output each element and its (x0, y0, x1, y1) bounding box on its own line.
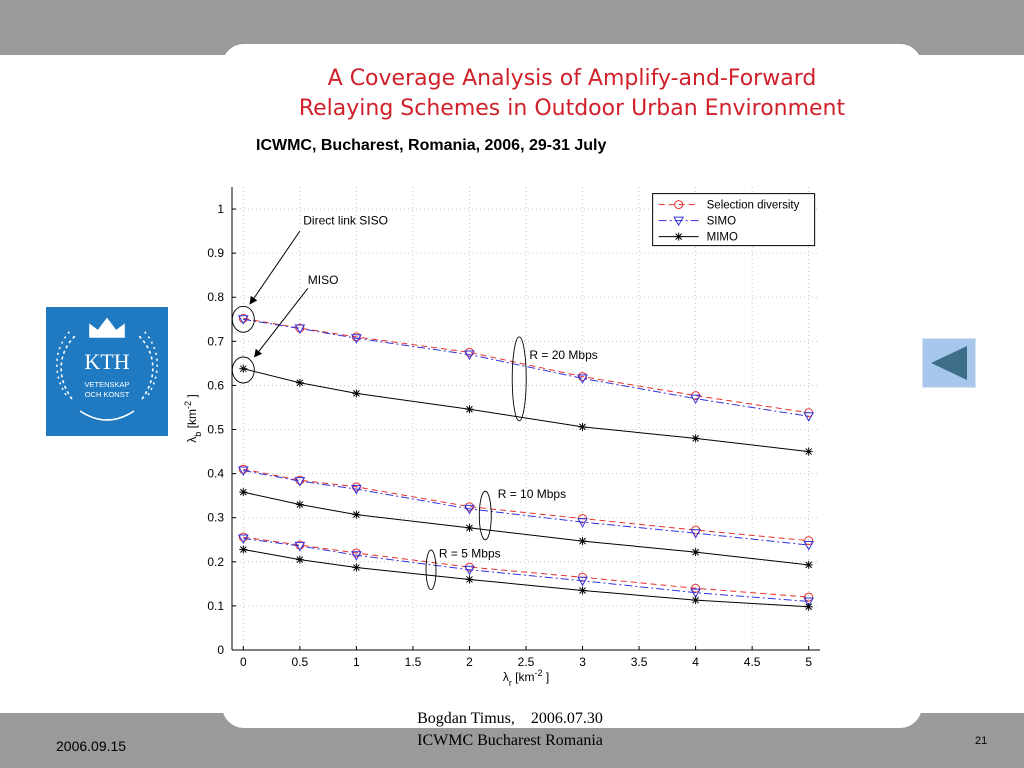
title-line-2: Relaying Schemes in Outdoor Urban Environment (298, 96, 846, 121)
x-axis-label-part: λ (502, 670, 509, 684)
data-point-mimo (352, 564, 360, 572)
group-label: R = 10 Mbps (497, 486, 567, 501)
kth-logo-text: KTH (84, 349, 130, 374)
footer-center (360, 708, 660, 752)
data-point-mimo (465, 575, 473, 583)
data-point-mimo (465, 405, 473, 413)
data-point-mimo (692, 434, 700, 442)
x-tick-label: 2 (466, 655, 473, 669)
y-axis-label-part: ] (185, 394, 199, 401)
kth-logo-line1: VETENSKAP (84, 380, 130, 389)
footer-venue: ICWMC Bucharest Romania (417, 732, 603, 749)
y-tick-label: 0.8 (207, 290, 224, 305)
group-label: R = 20 Mbps (529, 347, 598, 362)
data-point-mimo (465, 524, 473, 532)
x-tick-label: 3.5 (630, 655, 648, 669)
x-tick-label: 4 (692, 655, 699, 669)
footer-author: Bogdan Timus, 2006.07.30 (417, 710, 603, 727)
x-tick-label: 0 (239, 655, 247, 669)
back-button[interactable] (922, 338, 976, 388)
x-tick-label: 3 (579, 655, 586, 669)
data-point-mimo (239, 545, 247, 553)
x-axis-label-part: -2 (534, 668, 543, 678)
data-point-mimo (692, 596, 700, 604)
x-axis-label (503, 668, 549, 688)
y-tick-label: 0.7 (207, 334, 224, 349)
x-tick-label: 0.5 (291, 655, 309, 669)
x-tick-label: 1.5 (404, 655, 422, 669)
data-point-mimo (352, 389, 360, 397)
coverage-chart (180, 180, 840, 690)
data-point-mimo (579, 586, 587, 594)
data-point-mimo (296, 379, 304, 387)
y-tick-label: 0.6 (207, 378, 224, 393)
x-axis-label-part: ] (542, 670, 550, 684)
y-axis-label-part: b (193, 431, 203, 437)
y-tick-label: 0.1 (207, 598, 224, 613)
kth-logo (46, 307, 168, 436)
group-ellipse (426, 550, 436, 590)
title-line-1: A Coverage Analysis of Amplify-and-Forward (327, 66, 817, 91)
legend-label: SIMO (706, 215, 737, 228)
x-axis-label-part: r (508, 678, 512, 688)
y-tick-label: 1 (217, 202, 224, 217)
x-tick-label: 5 (805, 655, 813, 669)
annotation-miso: MISO (307, 273, 339, 288)
legend-marker (675, 233, 683, 241)
x-tick-label: 1 (353, 655, 360, 669)
group-ellipse (512, 337, 526, 421)
kth-logo-line2: OCH KONST (84, 390, 130, 399)
data-point-mimo (296, 500, 304, 508)
data-point-mimo (805, 603, 813, 611)
slide-subtitle: ICWMC, Bucharest, Romania, 2006, 29-31 July (256, 137, 607, 154)
page-number: 21 (975, 735, 988, 747)
group-label: R = 5 Mbps (438, 546, 501, 561)
annotation-arrow-siso (250, 231, 300, 304)
data-point-mimo (352, 511, 360, 519)
annotation-siso: Direct link SISO (303, 213, 388, 228)
data-point-mimo (579, 537, 587, 545)
y-axis-label-part: λ (185, 436, 199, 443)
y-tick-label: 0.4 (207, 466, 224, 481)
y-tick-label: 0.9 (207, 246, 224, 261)
x-tick-label: 4.5 (743, 655, 761, 669)
y-tick-label: 0.2 (207, 554, 224, 569)
y-tick-label: 0 (217, 643, 224, 657)
data-point-mimo (296, 556, 304, 564)
y-tick-label: 0.3 (207, 510, 224, 525)
legend-label: Selection diversity (706, 199, 800, 212)
y-axis-label-part: -2 (183, 400, 193, 409)
series-line-mimo (243, 549, 808, 606)
footer-date: 2006.09.15 (56, 738, 127, 754)
data-point-mimo (692, 548, 700, 556)
x-tick-label: 2.5 (517, 655, 535, 669)
data-point-mimo (805, 448, 813, 456)
y-axis-label (183, 394, 203, 442)
group-ellipse (479, 491, 491, 540)
data-point-mimo (239, 365, 247, 373)
x-axis-label-part: [km (511, 670, 535, 684)
data-point-mimo (579, 423, 587, 431)
data-point-mimo (239, 488, 247, 496)
y-tick-label: 0.5 (207, 422, 224, 437)
data-point-mimo (805, 561, 813, 569)
y-axis-label-part: [km (185, 409, 199, 432)
slide-title (222, 64, 922, 124)
legend-label: MIMO (706, 231, 738, 244)
